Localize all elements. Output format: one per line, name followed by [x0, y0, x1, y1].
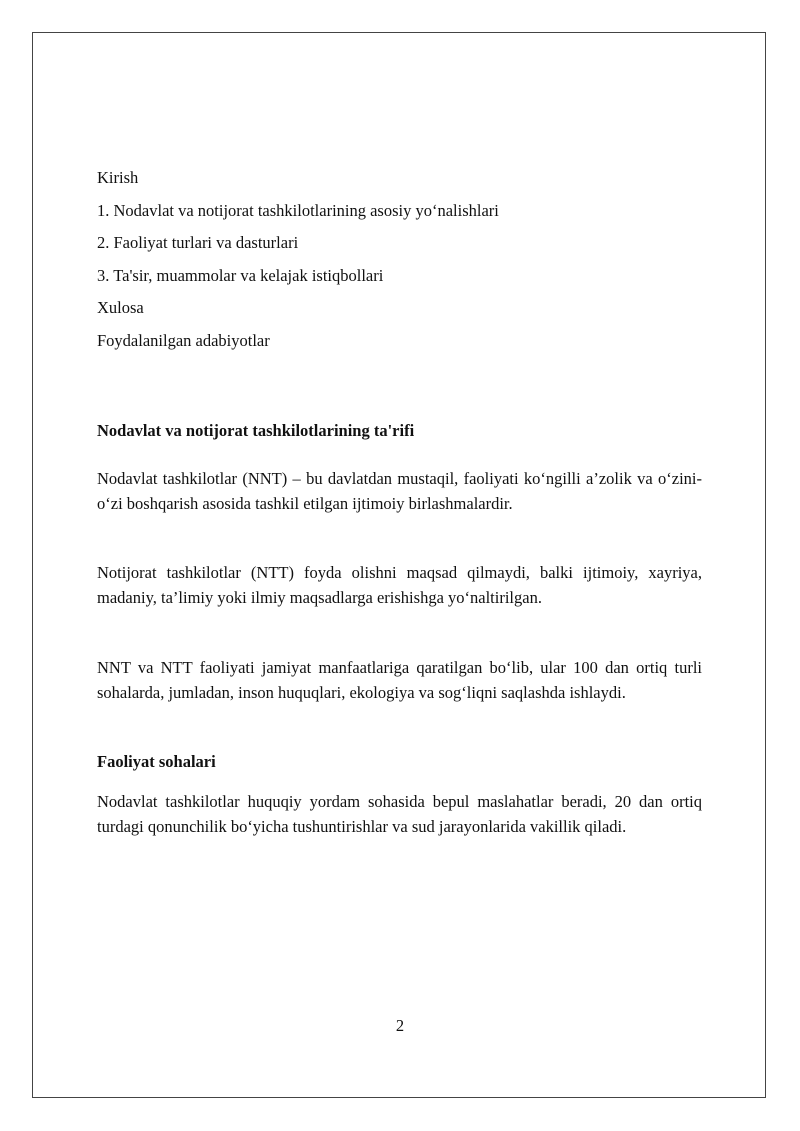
- table-of-contents: [97, 162, 702, 357]
- section-heading-definition: Nodavlat va notijorat tashkilotlarining ta'rifi: [97, 421, 415, 440]
- toc-item-chapter-2: 2. Faoliyat turlari va dasturlari: [97, 233, 299, 252]
- document-body: [97, 162, 702, 839]
- toc-item-chapter-3: 3. Ta'sir, muammolar va kelajak istiqbollari: [97, 265, 384, 285]
- paragraph-ntt-definition: Notijorat tashkilotlar (NTT) foyda olishni maqsad qilmaydi, balki ijtimoiy, xayriya, madaniy, ta’limiy yoki ilmiy maqsadlarga erishishga yo‘naltirilgan.: [97, 563, 702, 607]
- toc-item-conclusion: Xulosa: [97, 298, 144, 317]
- paragraph-nnt-definition: Nodavlat tashkilotlar (NNT) – bu davlatdan mustaqil, faoliyati ko‘ngilli a’zolik va o‘zini-o‘zi boshqarish asosida tashkil etilgan ijtimoiy birlashmalardir.: [97, 469, 702, 513]
- toc-item-references: Foydalanilgan adabiyotlar: [97, 330, 270, 350]
- page-number: 2: [395, 1016, 405, 1035]
- toc-item-introduction: Kirish: [97, 168, 139, 187]
- section-heading-activity-areas: Faoliyat sohalari: [97, 752, 216, 771]
- paragraph-legal-aid: Nodavlat tashkilotlar huquqiy yordam sohasida bepul maslahatlar beradi, 20 dan ortiq turdagi qonunchilik bo‘yicha tushuntirishlar va sud jarayonlarida vakillik qiladi.: [97, 792, 702, 836]
- toc-item-chapter-1: 1. Nodavlat va notijorat tashkilotlarining asosiy yo‘nalishlari: [97, 200, 499, 220]
- paragraph-activity-scope: NNT va NTT faoliyati jamiyat manfaatlariga qaratilgan bo‘lib, ular 100 dan ortiq turli sohalarda, jumladan, inson huquqlari, ekologiya va sog‘liqni saqlashda ishlaydi.: [97, 658, 702, 702]
